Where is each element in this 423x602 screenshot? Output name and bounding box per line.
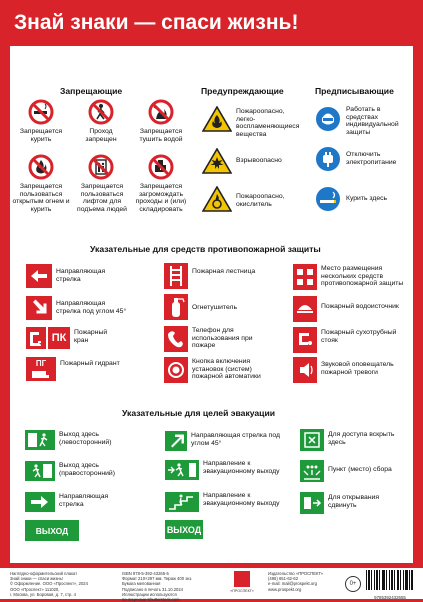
- fire-label-7: Телефон для использования при пожаре: [192, 327, 253, 350]
- fire-label-5: Пожарная лестница: [192, 268, 256, 275]
- fire-dry-riser-icon: [293, 327, 317, 353]
- evac-label-7: Для доступа вскрыть здесь: [328, 431, 395, 446]
- fire-label-9: Место размещения нескольких средств противопожарной защиты: [321, 265, 404, 288]
- barcode-number: 9785392432655: [374, 595, 406, 600]
- protective-equipment-icon: [315, 106, 341, 132]
- evac-arrow-right-icon: [25, 492, 55, 512]
- no-obstruction-icon: [148, 154, 174, 180]
- poster-title: Знай знаки — спаси жизнь!: [14, 11, 299, 34]
- evac-label-4: Направляющая стрелка под углом 45°: [191, 432, 280, 447]
- evac-label-9: Для открывания сдвинуть: [328, 494, 380, 509]
- fire-label-10: Пожарный водоисточник: [321, 303, 399, 310]
- fire-hydrant-icon: [26, 357, 56, 381]
- imprint-column-3: Издательство «ПРОСПЕКТ» (495) 651-62-62 e-mail: mail@prospekt.org www.prospekt.org: [268, 571, 324, 592]
- evac-arrow-diagonal-icon: [165, 431, 187, 451]
- fire-alarm-button-icon: [164, 357, 188, 383]
- exit-right-icon: [25, 461, 55, 481]
- evac-label-6: Направление к эвакуационному выходу: [203, 492, 280, 507]
- evac-label-8: Пункт (место) сбора: [328, 466, 392, 473]
- fire-ladder-icon: [164, 263, 188, 289]
- evac-direction-exit-icon: [165, 460, 199, 480]
- fire-label-8: Кнопка включения установок (систем) пожарной автоматики: [192, 358, 261, 381]
- publisher-logo: [228, 571, 256, 597]
- imprint-footer: [0, 568, 423, 602]
- mandatory-label-3: Курить здесь: [346, 195, 388, 202]
- fire-alarm-siren-icon: [293, 357, 317, 383]
- fire-equipment-location-icon: [293, 264, 317, 290]
- evac-label-5: Направление к эвакуационному выходу: [203, 460, 280, 475]
- prohibiting-label-3: Запрещается тушить водой: [139, 128, 183, 143]
- barcode: [365, 570, 415, 600]
- fire-hose-pk-sign: ПК: [48, 327, 70, 349]
- prohibiting-label-2: Проход запрещен: [85, 128, 117, 143]
- disconnect-power-icon: [315, 146, 341, 172]
- fire-water-source-icon: [293, 296, 317, 322]
- no-smoking-icon: [28, 99, 54, 125]
- mandatory-label-1: Работать в средствах индивидуальной защиты: [346, 106, 399, 136]
- warning-label-2: Взрывоопасно: [236, 157, 282, 164]
- prohibiting-label-6: Запрещается загромождать проходы и (или) складировать: [135, 183, 187, 213]
- heading-warning: Предупреждающие: [201, 86, 284, 96]
- fire-label-1: Направляющая стрелка: [56, 268, 106, 283]
- barcode-bars: [365, 570, 415, 590]
- fire-label-2: Направляющая стрелка под углом 45°: [56, 300, 127, 315]
- prohibiting-label-5: Запрещается пользоваться лифтом для подъема людей: [77, 183, 127, 213]
- assembly-point-icon: [300, 460, 324, 482]
- no-water-extinguish-icon: [148, 99, 174, 125]
- exit-text-sign-2: ВЫХОД: [165, 520, 203, 539]
- fire-hydrant-pg-text: ПГ: [35, 358, 47, 368]
- oxidizer-warning-icon: [202, 186, 232, 212]
- fire-label-4: Пожарный гидрант: [60, 360, 120, 367]
- flammable-warning-icon: [202, 106, 232, 132]
- no-open-flame-icon: [28, 154, 54, 180]
- smoking-area-icon: [315, 186, 341, 212]
- prohibiting-label-4: Запрещается пользоваться открытым огнем и курить: [12, 183, 70, 213]
- age-rating-badge: 0+: [345, 576, 361, 592]
- no-entry-pedestrian-icon: [88, 99, 114, 125]
- warning-label-1: Пожароопасно, легко- воспламеняющиеся вещества: [236, 108, 300, 138]
- evac-label-3: Направляющая стрелка: [59, 493, 109, 508]
- mandatory-label-2: Отключить электропитание: [346, 151, 397, 166]
- imprint-column-1: Наглядно-оформительский плакат Знай знаки — спаси жизнь! © Оформление. ООО «Проспект», 2024 ООО «Проспект» 111020, г. Москва, ул. Боровая, д. 7, стр. 4: [10, 571, 88, 597]
- heading-fire-safety: Указательные для средств противопожарной защиты: [90, 244, 321, 254]
- fire-label-11: Пожарный сухотрубный стояк: [321, 329, 397, 344]
- heading-mandatory: Предписывающие: [315, 86, 394, 96]
- evac-label-1: Выход здесь (левосторонний): [59, 431, 112, 446]
- fire-arrow-diagonal-icon: [26, 296, 52, 320]
- content-panel: [10, 46, 413, 563]
- no-elevator-icon: [88, 154, 114, 180]
- break-to-access-icon: [300, 429, 324, 451]
- warning-label-3: Пожароопасно, окислитель: [236, 193, 285, 208]
- publisher-logo-text: «ПРОСПЕКТ»: [230, 589, 254, 593]
- slide-to-open-icon: [300, 492, 324, 514]
- fire-extinguisher-icon: [164, 294, 188, 320]
- explosive-warning-icon: [202, 148, 232, 174]
- publisher-logo-mark: [234, 571, 250, 587]
- heading-prohibiting: Запрещающие: [60, 86, 123, 96]
- heading-evacuation: Указательные для целей эвакуации: [122, 408, 276, 418]
- fire-label-12: Звуковой оповещатель пожарной тревоги: [321, 361, 394, 376]
- fire-label-6: Огнетушитель: [192, 304, 238, 311]
- prohibiting-label-1: Запрещается курить: [19, 128, 63, 143]
- imprint-column-2: ISBN 978-5-392-43265-5 Формат 210×297 мм. Тираж 400 экз. Бумага мелованная Подписано в печать 31.10.2024 Иллюстрации используются по лицензии Shutterstock.com: [122, 571, 193, 602]
- fire-label-3: Пожарный кран: [74, 329, 108, 344]
- exit-text-sign: ВЫХОД: [25, 520, 79, 541]
- fire-arrow-left-icon: [26, 264, 52, 288]
- evac-direction-stairs-icon: [165, 492, 199, 512]
- fire-phone-icon: [164, 326, 188, 352]
- evac-label-2: Выход здесь (правосторонний): [59, 462, 115, 477]
- fire-hose-icon: [26, 327, 46, 349]
- exit-left-icon: [25, 430, 55, 450]
